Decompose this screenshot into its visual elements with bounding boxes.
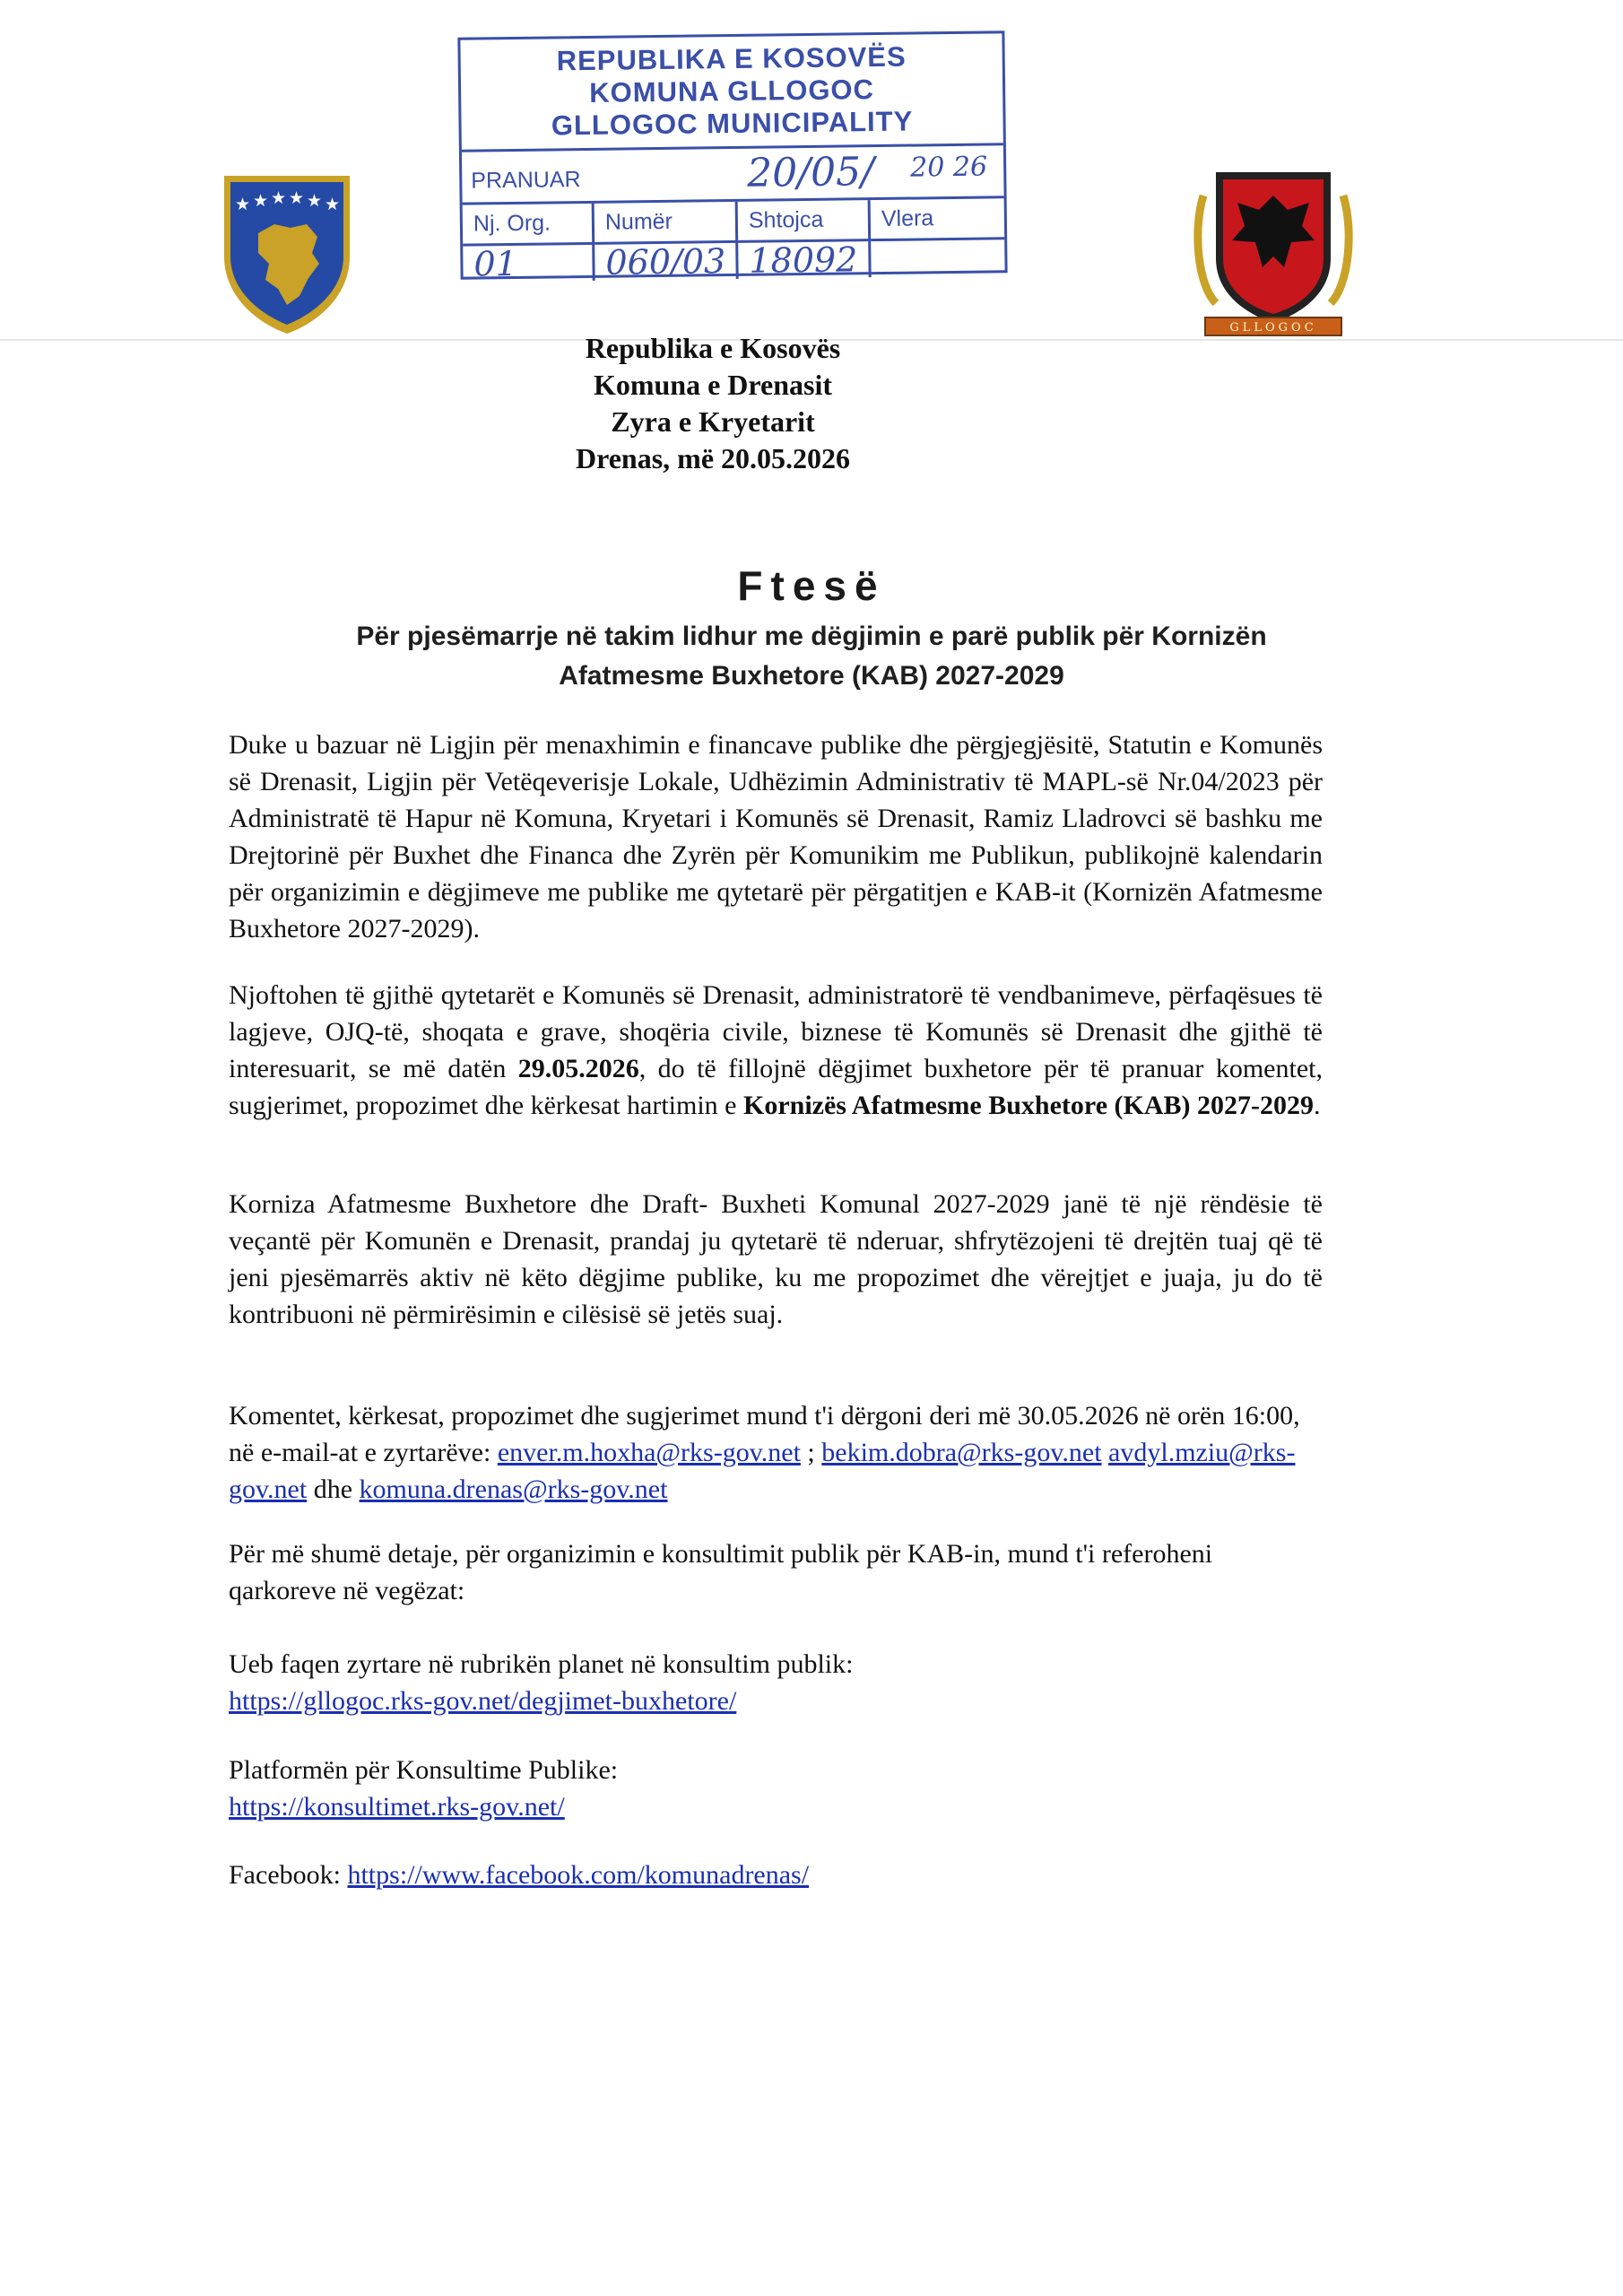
notice-text-2: , do të fillojnë dëgjimet buxhetore për të pranuar komentet, sugjerimet, propozimet dhe kërkesat hartimin e xyxy=(229,1054,1323,1120)
email-link-enver-hoxha[interactable]: enver.m.hoxha@rks-gov.net xyxy=(497,1438,801,1467)
notice-text-3: . xyxy=(1314,1091,1321,1120)
stamp-received-row xyxy=(462,145,1004,204)
paragraph-importance: Korniza Afatmesme Buxhetore dhe Draft- Buxheti Komunal 2027-2029 janë të një rëndësie të veçantë për Komunën e Drenasit, prandaj ju qytetarë të nderuar, shfrytëzojeni të drejtën tuaj që të jeni pjesëmarrës aktiv në këto dëgjime publike, ku me propozimet dhe vërejtjet e juaja, ju do të kontribuoni në përmirësimin e cilësisë së jetës suaj. xyxy=(229,1189,1323,1329)
stamp-grid xyxy=(463,198,1005,282)
stamp-line-1: REPUBLIKA E KOSOVËS xyxy=(556,40,907,77)
platform-reference xyxy=(229,1752,1323,1825)
received-stamp xyxy=(457,30,1007,284)
facebook-label: Facebook: xyxy=(229,1860,348,1890)
stamp-col-value: Vlera xyxy=(871,198,1005,241)
svg-text:★: ★ xyxy=(325,195,341,214)
document-title: Ftesë xyxy=(737,562,886,609)
svg-text:★: ★ xyxy=(235,195,251,214)
paragraph-notice xyxy=(229,977,1323,1124)
svg-text:★: ★ xyxy=(253,191,269,211)
email-conjunction: dhe xyxy=(307,1474,360,1504)
stamp-received-date: 20/05/ xyxy=(746,149,875,196)
submission-text: Komentet, kërkesat, propozimet dhe sugjerimet mund t'i dërgoni deri më 30.05.2026 në orën 16:00, në e-mail-at e zyrtarëve: xyxy=(229,1401,1300,1467)
stamp-line-3: GLLOGOC MUNICIPALITY xyxy=(551,105,914,142)
stamp-col-org: Nj. Org. xyxy=(463,204,595,247)
subtitle-line-2: Afatmesme Buxhetore (KAB) 2027-2029 xyxy=(559,661,1064,691)
stamp-header xyxy=(460,33,1002,152)
header-republic: Republika e Kosovës xyxy=(585,332,841,364)
platform-label: Platformën për Konsultime Publike: xyxy=(229,1755,619,1785)
stamp-col-attachment: Shtojca xyxy=(738,200,872,243)
web-label: Ueb faqen zyrtare në rubrikën planet në konsultim publik: xyxy=(229,1649,854,1679)
email-link-bekim-dobra[interactable]: bekim.dobra@rks-gov.net xyxy=(821,1438,1102,1467)
document-subtitle xyxy=(0,617,1623,696)
subtitle-line-1: Për pjesëmarrje në takim lidhur me dëgjimin e parë publik për Kornizën xyxy=(356,622,1267,651)
facebook-link[interactable]: https://www.facebook.com/komunadrenas/ xyxy=(347,1860,810,1890)
email-link-avdyl-mziu[interactable]: avdyl.mziu@rks-gov.net xyxy=(229,1438,1296,1504)
kosovo-coat-of-arms-icon xyxy=(219,170,355,336)
stamp-line-2: KOMUNA GLLOGOC xyxy=(589,74,875,109)
header-place-date: Drenas, më 20.05.2026 xyxy=(575,442,851,474)
gllogoc-banner-text: GLLOGOC xyxy=(1229,321,1317,335)
header-municipality: Komuna e Drenasit xyxy=(593,369,833,401)
email-separator: ; xyxy=(800,1438,822,1467)
letterhead xyxy=(0,330,1623,477)
stamp-received-label: PRANUAR xyxy=(471,167,581,194)
notice-framework: Kornizës Afatmesme Buxhetore (KAB) 2027-2029 xyxy=(742,1091,1314,1120)
stamp-val-attachment: 18092 xyxy=(738,241,871,279)
email-link-komuna-drenas[interactable]: komuna.drenas@rks-gov.net xyxy=(359,1474,668,1504)
gllogoc-coat-of-arms-icon xyxy=(1184,160,1363,339)
stamp-val-value xyxy=(871,239,1004,277)
web-reference xyxy=(229,1646,1323,1719)
paragraph-submission xyxy=(229,1397,1323,1508)
svg-text:★: ★ xyxy=(307,191,323,211)
notice-date: 29.05.2026 xyxy=(517,1054,639,1083)
facebook-reference xyxy=(229,1857,1323,1893)
header-office: Zyra e Kryetarit xyxy=(611,405,815,438)
web-link[interactable]: https://gllogoc.rks-gov.net/degjimet-buxhetore/ xyxy=(229,1686,737,1716)
stamp-val-number: 060/03 xyxy=(595,243,738,281)
paragraph-legal-basis: Duke u bazuar në Ligjin për menaxhimin e financave publike dhe përgjegjësitë, Statutin e Komunës së Drenasit, Ligjin për Vetëqeverisje Lokale, Udhëzimin Administrativ të MAPL-së Nr.04/2023 për Administratë të Hapur në Komuna, Kryetari i Komunës së Drenasit, Ramiz Lladrovci së bashku me Drejtorinë për Buxhet dhe Financa dhe Zyrën për Komunikim me Publikun, publikojnë kalendarin për organizimin e dëgjimeve me publike me qytetarë për përgatitjen e KAB-it (Kornizën Afatmesme Buxhetore 2027-2029). xyxy=(229,730,1323,944)
svg-text:★: ★ xyxy=(289,188,305,208)
stamp-col-number: Numër xyxy=(595,202,739,245)
stamp-received-year: 20 26 xyxy=(909,151,988,184)
email-separator xyxy=(1102,1438,1109,1467)
svg-text:★: ★ xyxy=(271,188,287,208)
platform-link[interactable]: https://konsultimet.rks-gov.net/ xyxy=(229,1792,565,1822)
stamp-val-org: 01 xyxy=(463,245,595,283)
paragraph-more-details: Për më shumë detaje, për organizimin e konsultimit publik për KAB-in, mund t'i referoheni qarkoreve në vegëzat: xyxy=(229,1539,1213,1605)
notice-text-1: Njoftohen të gjithë qytetarët e Komunës së Drenasit, administratorë të vendbanimeve, përfaqësues të lagjeve, OJQ-të, shoqata e grave, shoqëria civile, biznese të Komunës së Drenasit dhe gjithë të interesuarit, se më datën xyxy=(229,980,1323,1083)
